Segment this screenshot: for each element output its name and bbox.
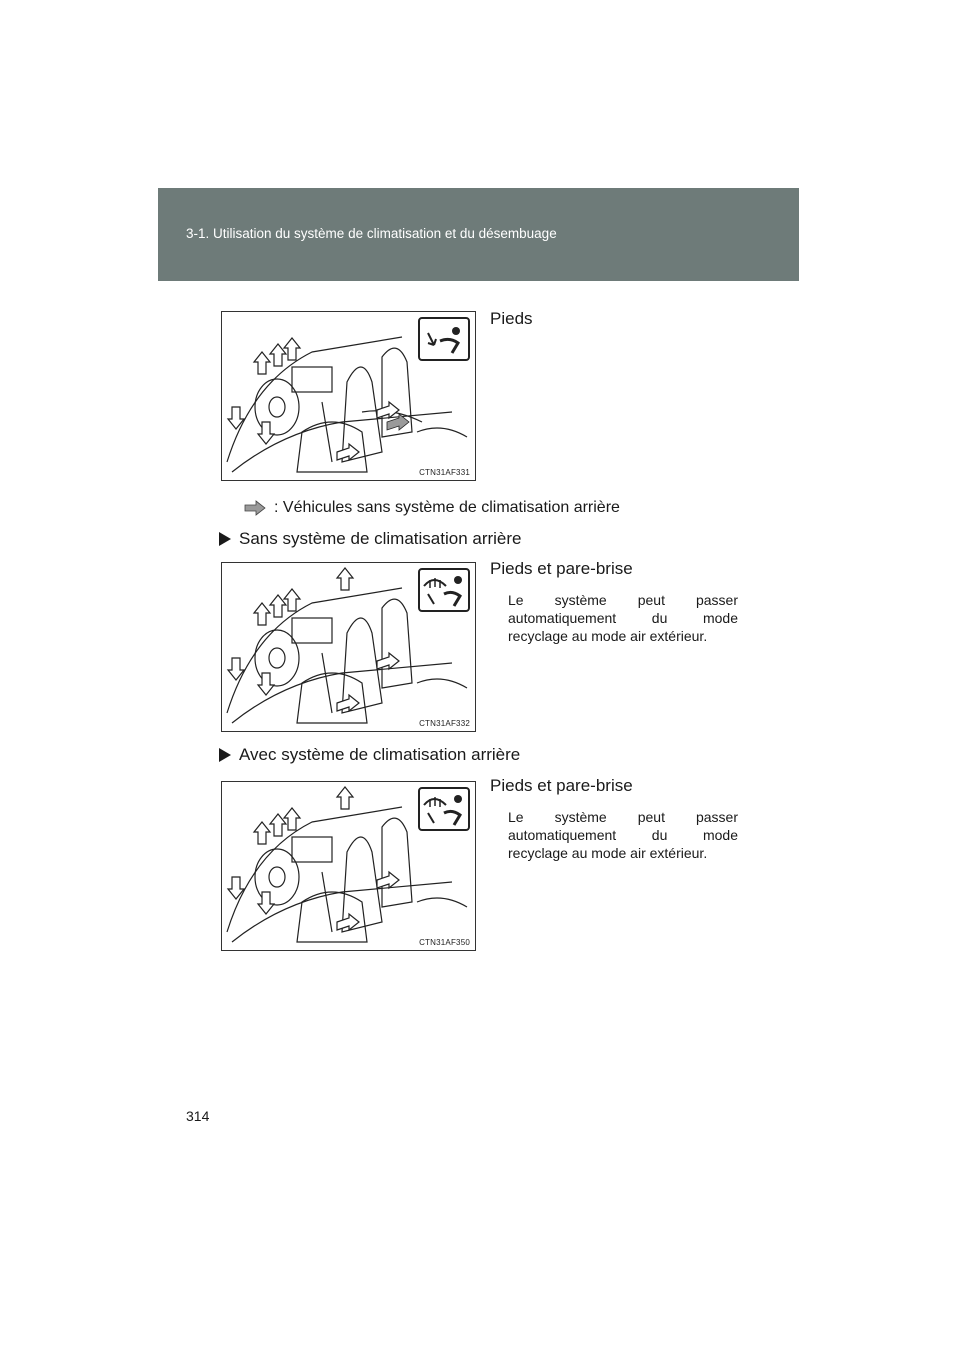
bullet-text: Sans système de climatisation arrière [239, 529, 522, 548]
bullet-text: Avec système de climatisation arrière [239, 745, 521, 764]
bullet-triangle-icon [219, 532, 231, 546]
figure-code: CTN31AF331 [419, 468, 470, 477]
bullet-without-rear-ac [219, 529, 522, 549]
figure-feet-mode [221, 311, 476, 481]
bullet-with-rear-ac [219, 745, 520, 765]
section-title: 3-1. Utilisation du système de climatisation et du désembuage [186, 226, 557, 241]
figure-feet-windshield-mode-rear-ac [221, 781, 476, 951]
mode-heading-feet-windshield: Pieds et pare-brise [490, 559, 633, 578]
feet-vent-icon [418, 317, 470, 361]
feet-defroster-vent-icon [418, 568, 470, 612]
figure-code: CTN31AF350 [419, 938, 470, 947]
mode-note: Le système peut passer automatiquement du mode recyclage au mode air extérieur. [508, 592, 738, 644]
legend-text: : Véhicules sans système de climatisation arrière [274, 499, 620, 516]
figure-code: CTN31AF332 [419, 719, 470, 728]
feet-defroster-vent-icon [418, 787, 470, 831]
bullet-triangle-icon [219, 748, 231, 762]
mode-heading-feet: Pieds [490, 309, 533, 328]
legend-row [244, 497, 620, 519]
section-header-bar [158, 188, 799, 281]
figure-feet-windshield-mode [221, 562, 476, 732]
mode-heading-feet-windshield-rear: Pieds et pare-brise [490, 776, 633, 795]
mode-note: Le système peut passer automatiquement du mode recyclage au mode air extérieur. [508, 809, 738, 861]
page-number: 314 [186, 1108, 210, 1124]
gray-arrow-icon [244, 500, 266, 516]
